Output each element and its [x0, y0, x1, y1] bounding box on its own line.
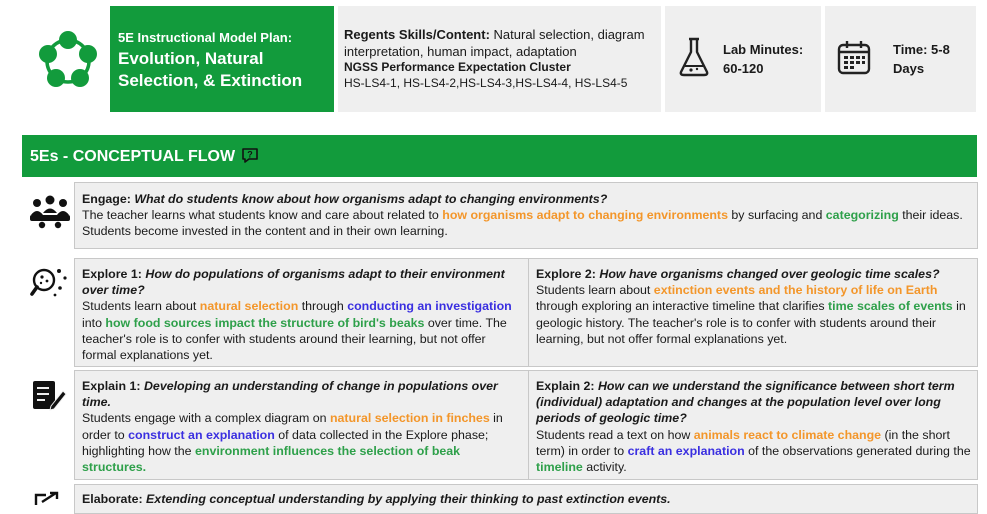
time-panel	[825, 6, 976, 112]
conceptual-flow-bar	[22, 135, 977, 177]
lab-minutes-panel	[665, 6, 821, 112]
explain2-question: How can we understand the significance between short term (individual) adaptation and changes at the population level over long periods of geologic time?	[536, 379, 955, 426]
time-label: Time: 5-8	[893, 42, 950, 57]
explore1-text: through	[298, 299, 348, 314]
explain1-text: in order to	[82, 411, 503, 442]
explore2-text: Students learn about	[536, 283, 654, 298]
lab-minutes-label: Lab Minutes:	[723, 42, 804, 57]
explain2-text: activity.	[582, 460, 627, 475]
explore2-text: in geologic history. The teacher's role is to confer with students around their learning, but not offer formal explanations yet.	[536, 299, 966, 346]
engage-cell	[82, 191, 972, 240]
explore2-highlight: extinction events and the history of life on Earth	[653, 283, 938, 298]
lab-minutes-value: 60-120	[723, 61, 764, 76]
elaborate-cell	[82, 491, 972, 507]
explore2-question: How have organisms changed over geologic time scales?	[595, 267, 940, 281]
speech-question-icon[interactable]	[241, 147, 259, 164]
explain1-question: Developing an understanding of change in populations over time.	[82, 379, 498, 410]
explore1-cell	[82, 266, 519, 363]
explain2-text: (in the short term) in order to	[536, 427, 950, 458]
engage-label: Engage:	[82, 192, 131, 206]
conceptual-flow-title: 5Es - CONCEPTUAL FLOW	[30, 148, 236, 165]
plan-subtitle: 5E Instructional Model Plan:	[118, 30, 293, 45]
explore1-highlight: how food sources impact the structure of bird's beaks	[105, 315, 425, 330]
calendar-icon	[837, 40, 871, 76]
elaborate-row	[74, 484, 978, 514]
plan-title-line2: Selection, & Extinction	[118, 71, 303, 90]
explore1-question: How do populations of organisms adapt to their environment over time?	[82, 267, 505, 298]
explain1-cell	[82, 378, 519, 475]
explain-row	[74, 370, 978, 480]
explore1-text: Students learn about	[82, 299, 200, 314]
explain2-cell	[536, 378, 973, 475]
explain1-text: Students engage with a complex diagram on	[82, 411, 330, 426]
explain1-highlight: environment influences the selection of beak structures.	[82, 443, 461, 475]
explore1-highlight: conducting an investigation	[347, 299, 512, 314]
explain2-highlight: timeline	[536, 460, 583, 475]
engage-text: their ideas.	[898, 208, 963, 223]
explore1-text: into	[82, 315, 106, 330]
skills-panel	[338, 6, 661, 112]
explain2-label: Explain 2:	[536, 379, 595, 393]
explore-row	[74, 258, 978, 367]
explain2-highlight: craft an explanation	[627, 443, 745, 458]
ngss-codes: HS-LS4-1, HS-LS4-2,HS-LS4-3,HS-LS4-4, HS-LS4-5	[344, 76, 628, 90]
elaborate-label: Elaborate:	[82, 492, 143, 506]
engage-highlight: categorizing	[825, 208, 899, 223]
explore1-text: over time. The teacher's role is to confer with students around their learning, but not offer formal explanations yet.	[82, 315, 507, 363]
column-divider	[528, 259, 529, 366]
expand-arrow-icon	[34, 491, 64, 506]
explain2-text: of the observations generated during the	[744, 443, 971, 458]
explore2-cell	[536, 266, 973, 347]
ngss-label: NGSS Performance Expectation Cluster	[344, 60, 571, 74]
cycle-logo-icon	[22, 6, 110, 112]
plan-title-panel	[110, 6, 334, 112]
engage-row	[74, 182, 978, 249]
explore2-text: through exploring an interactive timeline that clarifies	[536, 299, 829, 314]
flask-icon	[677, 36, 711, 78]
explain2-highlight: animals react to climate change	[693, 427, 882, 442]
explain1-label: Explain 1:	[82, 379, 141, 393]
skills-label: Regents Skills/Content:	[344, 27, 490, 42]
explore2-label: Explore 2:	[536, 267, 596, 281]
engage-question: What do students know about how organisms adapt to changing environments?	[130, 192, 608, 206]
explain2-text: Students read a text on how	[536, 427, 694, 442]
plan-title-line1: Evolution, Natural	[118, 49, 264, 68]
notepad-pencil-icon	[31, 379, 67, 413]
engage-text: The teacher learns what students know and care about related to	[82, 208, 443, 223]
explain1-highlight: natural selection in finches	[329, 411, 490, 426]
explain1-highlight: construct an explanation	[128, 427, 275, 442]
time-value: Days	[893, 61, 925, 76]
engage-highlight: how organisms adapt to changing environments	[442, 208, 728, 223]
engage-text: Students become invested in the content and in their own learning.	[82, 224, 448, 239]
engage-text: by surfacing and	[727, 208, 826, 223]
column-divider	[528, 371, 529, 479]
magnifier-icon	[29, 266, 71, 302]
explore1-highlight: natural selection	[199, 299, 299, 314]
group-icon	[28, 193, 72, 231]
explain1-text: of data collected in the Explore phase; highlighting how the	[82, 427, 489, 458]
svg-text:?: ?	[247, 149, 253, 160]
explore2-highlight: time scales of events	[828, 299, 953, 314]
logo-panel	[22, 6, 110, 112]
skills-text: Natural selection, diagram interpretation, human impact, adaptation	[344, 27, 645, 59]
elaborate-question: Extending conceptual understanding by applying their thinking to past extinction events.	[142, 492, 671, 506]
explore1-label: Explore 1:	[82, 267, 142, 281]
